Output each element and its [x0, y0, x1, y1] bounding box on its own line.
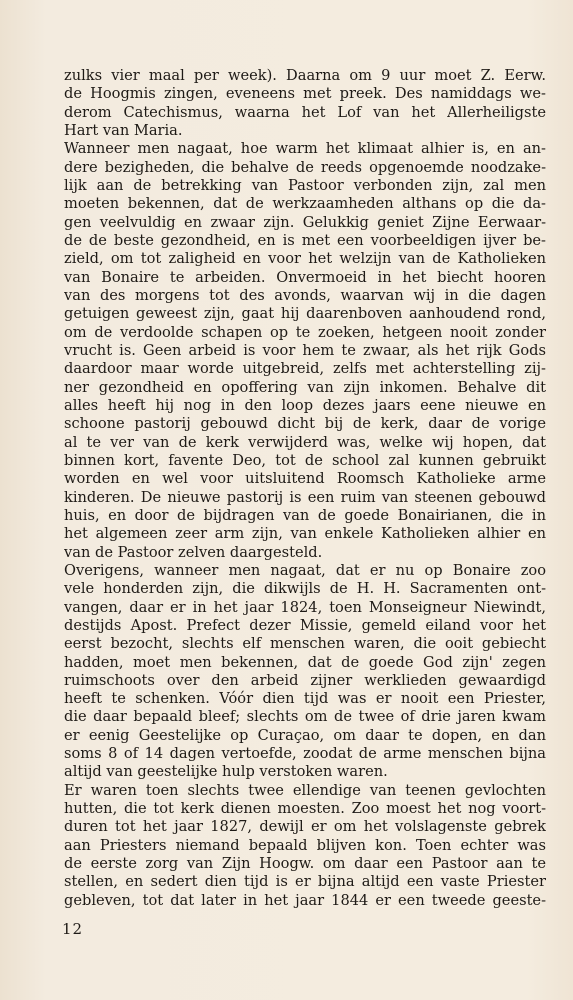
- text-line: hutten, die tot kerk dienen moesten. Zoo moest het nog voort-: [64, 800, 546, 818]
- text-line: ruimschoots over den arbeid zijner werklieden gewaardigd: [64, 671, 546, 689]
- text-line: Hart van Maria.: [64, 121, 183, 139]
- text-line: lijk aan de betrekking van Pastoor verbonden zijn, zal men: [64, 176, 546, 194]
- text-line: schoone pastorij gebouwd dicht bij de kerk, daar de vorige: [64, 415, 546, 433]
- text-line: Overigens, wanneer men nagaat, dat er nu op Bonaire zoo: [64, 561, 546, 579]
- text-line: daardoor maar worde uitgebreid, zelfs met achterstelling zij-: [64, 360, 546, 378]
- text-line: zulks vier maal per week). Daarna om 9 uur moet Z. Eerw.: [64, 67, 546, 84]
- text-line: ner gezondheid en opoffering van zijn inkomen. Behalve dit: [64, 378, 546, 396]
- text-line: gen veelvuldig en zwaar zijn. Gelukkig geniet Zijne Eerwaar-: [64, 213, 546, 231]
- text-line: om de verdoolde schapen op te zoeken, hetgeen nooit zonder: [64, 323, 546, 341]
- page-number: 12: [62, 920, 84, 938]
- text-line: dere bezigheden, die behalve de reeds opgenoemde noodzake-: [64, 158, 546, 176]
- text-line: vangen, daar er in het jaar 1824, toen Monseigneur Niewindt,: [64, 598, 546, 616]
- text-line: die daar bepaald bleef; slechts om de twee of drie jaren kwam: [64, 708, 546, 726]
- text-line: van des morgens tot des avonds, waarvan wij in die dagen: [64, 286, 546, 304]
- text-line: vele honderden zijn, die dikwijls de H. H. Sacramenten ont-: [64, 580, 546, 598]
- text-line: destijds Apost. Prefect dezer Missie, gemeld eiland voor het: [64, 616, 546, 634]
- text-line: soms 8 of 14 dagen vertoefde, zoodat de arme menschen bijna: [64, 745, 546, 763]
- text-line: huis, en door de bijdragen van de goede Bonairianen, die in: [64, 506, 546, 524]
- text-line: vrucht is. Geen arbeid is voor hem te zwaar, als het rijk Gods: [64, 341, 546, 359]
- text-line: heeft te schenken. Vóór dien tijd was er nooit een Priester,: [64, 690, 546, 708]
- text-line: stellen, en sedert dien tijd is er bijna altijd een vaste Priester: [64, 873, 546, 891]
- text-line: de de beste gezondheid, en is met een voorbeeldigen ijver be-: [64, 231, 546, 249]
- text-line: alles heeft hij nog in den loop dezes jaars eene nieuwe en: [64, 396, 546, 414]
- text-line: kinderen. De nieuwe pastorij is een ruim van steenen gebouwd: [64, 488, 546, 506]
- text-line: de Hoogmis zingen, eveneens met preek. Des namiddags we-: [64, 85, 546, 103]
- text-line: derom Catechismus, waarna het Lof van het Allerheiligste: [64, 103, 546, 121]
- text-line: eerst bezocht, slechts elf menschen waren, die ooit gebiecht: [64, 635, 546, 653]
- text-line: al te ver van de kerk verwijderd was, welke wij hopen, dat: [64, 433, 546, 451]
- text-line: duren tot het jaar 1827, dewijl er om het volslagenste gebrek: [64, 818, 546, 836]
- text-line: aan Priesters niemand bepaald blijven kon. Toen echter was: [64, 836, 546, 854]
- text-line: getuigen geweest zijn, gaat hij daarenboven aanhoudend rond,: [64, 305, 546, 323]
- text-line: Er waren toen slechts twee ellendige van teenen gevlochten: [64, 781, 546, 799]
- text-line: Wanneer men nagaat, hoe warm het klimaat alhier is, en an-: [64, 140, 546, 158]
- text-line: zield, om tot zaligheid en voor het welzijn van de Katholieken: [64, 250, 546, 268]
- text-line: worden en wel voor uitsluitend Roomsch Katholieke arme: [64, 470, 546, 488]
- text-line: er eenig Geestelijke op Curaçao, om daar te dopen, en dan: [64, 726, 546, 744]
- text-line: gebleven, tot dat later in het jaar 1844 er een tweede geeste-: [64, 891, 546, 909]
- text-line: het algemeen zeer arm zijn, van enkele Katholieken alhier en: [64, 525, 546, 543]
- text-line: altijd van geestelijke hulp verstoken waren.: [64, 763, 388, 781]
- text-line: van de Pastoor zelven daargesteld.: [64, 543, 323, 561]
- text-line: moeten bekennen, dat de werkzaamheden althans op die da-: [64, 195, 546, 213]
- body-text: [64, 67, 546, 910]
- text-line: van Bonaire te arbeiden. Onvermoeid in het biecht hooren: [64, 268, 546, 286]
- text-line: binnen kort, favente Deo, tot de school zal kunnen gebruikt: [64, 451, 546, 469]
- text-line: de eerste zorg van Zijn Hoogw. om daar een Pastoor aan te: [64, 855, 546, 873]
- text-line: hadden, moet men bekennen, dat de goede God zijn' zegen: [64, 653, 546, 671]
